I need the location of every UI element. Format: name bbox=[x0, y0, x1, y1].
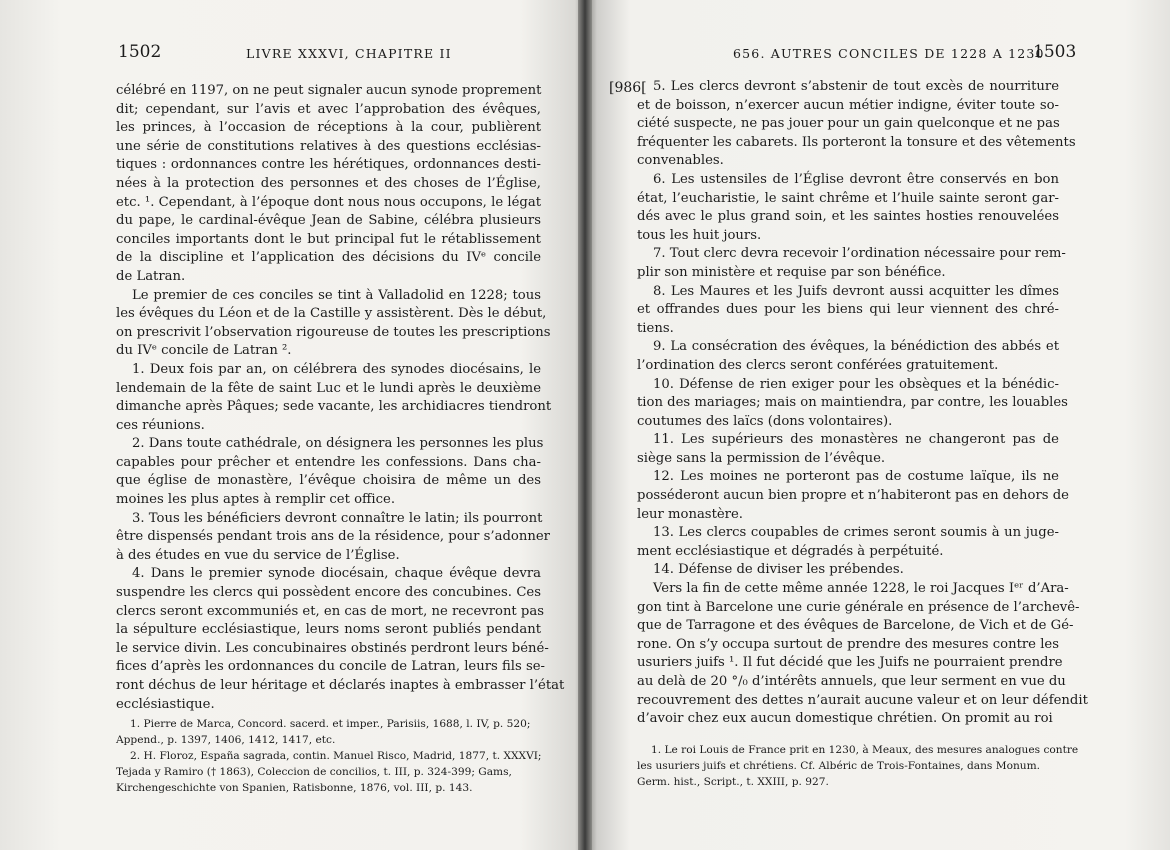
text-line: nées à la protection des personnes et des choses de l’Église, bbox=[116, 175, 541, 191]
text-line: une série de constitutions relatives à des questions ecclésias- bbox=[116, 138, 541, 154]
text-line: Vers la fin de cette même année 1228, le roi Jacques Iᵉʳ d’Ara- bbox=[653, 581, 1069, 597]
paragraph bbox=[637, 171, 1059, 245]
text-line: etc. ¹. Cependant, à l’époque dont nous nous occupons, le légat bbox=[116, 194, 541, 210]
text-line: 8. Les Maures et les Juifs devront aussi acquitter les dîmes bbox=[653, 283, 1059, 299]
text-line: rone. On s’y occupa surtout de prendre des mesures contre les bbox=[637, 636, 1059, 652]
text-line: capables pour prêcher et entendre les confessions. Dans cha- bbox=[116, 454, 541, 470]
text-line: à des études en vue du service de l’Église. bbox=[116, 547, 400, 563]
paragraph bbox=[637, 431, 1059, 468]
paragraph bbox=[637, 468, 1069, 524]
text-line: dimanche après Pâques; sede vacante, les archidiacres tiendront bbox=[116, 399, 552, 415]
text-line: tion des mariages; mais on maintiendra, par contre, les louables bbox=[637, 395, 1068, 411]
text-line: 14. Défense de diviser les prébendes. bbox=[653, 562, 904, 578]
book-spine bbox=[578, 0, 592, 850]
text-line: que église de monastère, l’évêque choisira de même un des bbox=[116, 473, 541, 489]
footnote-line: 2. H. Floroz, España sagrada, contin. Manuel Risco, Madrid, 1877, t. XXXVI; bbox=[130, 750, 542, 762]
text-line: fices d’après les ordonnances du concile de Latran, leurs fils se- bbox=[116, 659, 545, 675]
text-line: leur monastère. bbox=[637, 506, 743, 522]
text-line: recouvrement des dettes n’aurait aucune valeur et on leur défendit bbox=[637, 692, 1088, 708]
text-line: 2. Dans toute cathédrale, on désignera les personnes les plus bbox=[132, 436, 544, 452]
text-line: tiens. bbox=[637, 320, 674, 336]
text-line: au delà de 20 °/₀ d’intérêts annuels, que leur serment en vue du bbox=[637, 674, 1066, 689]
text-line: 7. Tout clerc devra recevoir l’ordination nécessaire pour rem- bbox=[653, 246, 1066, 262]
paragraph bbox=[637, 245, 1066, 282]
footnote-line: Tejada y Ramiro († 1863), Coleccion de concilios, t. III, p. 324-399; Gams, bbox=[116, 766, 512, 778]
text-line: Le premier de ces conciles se tint à Valladolid en 1228; tous bbox=[132, 287, 541, 303]
paragraph bbox=[637, 78, 1076, 171]
text-line: du pape, le cardinal-évêque Jean de Sabine, célébra plusieurs bbox=[116, 213, 541, 229]
paragraph bbox=[637, 376, 1068, 432]
text-line: plir son ministère et requise par son bénéfice. bbox=[637, 264, 946, 280]
text-line: clercs seront excommuniés et, en cas de mort, ne recevront pas bbox=[116, 603, 544, 619]
text-line: que de Tarragone et des évêques de Barcelone, de Vich et de Gé- bbox=[637, 618, 1074, 634]
footnote-line: 1. Pierre de Marca, Concord. sacerd. et imper., Parisiis, 1688, l. IV, p. 520; bbox=[130, 718, 531, 730]
text-line: usuriers juifs ¹. Il fut décidé que les Juifs ne pourraient prendre bbox=[637, 655, 1063, 671]
footnote-line: Germ. hist., Script., t. XXIII, p. 927. bbox=[637, 776, 829, 788]
text-line: ment ecclésiastique et dégradés à perpétuité. bbox=[637, 543, 944, 559]
paragraph bbox=[116, 565, 565, 714]
text-line: les évêques du Léon et de la Castille y assistèrent. Dès le début, bbox=[116, 306, 547, 322]
right-footnotes bbox=[637, 742, 1079, 790]
text-line: coutumes des laïcs (dons volontaires). bbox=[637, 413, 893, 429]
text-line: du IVᵉ concile de Latran ². bbox=[116, 343, 292, 359]
text-line: ciété suspecte, ne pas jouer pour un gain quelconque et ne pas bbox=[637, 116, 1060, 132]
left-footnotes bbox=[116, 716, 541, 796]
text-line: dit; cependant, sur l’avis et avec l’approbation des évêques, bbox=[116, 101, 541, 117]
text-line: 9. La consécration des évêques, la bénédiction des abbés et bbox=[653, 339, 1059, 355]
text-line: et de boisson, n’exercer aucun métier indigne, éviter toute so- bbox=[637, 97, 1059, 113]
footnote-line: Append., p. 1397, 1406, 1412, 1417, etc. bbox=[116, 734, 336, 746]
text-line: dés avec le plus grand soin, et les saintes hosties renouvelées bbox=[637, 209, 1059, 225]
text-line: état, l’eucharistie, le saint chrême et l’huile sainte seront gar- bbox=[637, 190, 1059, 206]
text-line: de la discipline et l’application des décisions du IVᵉ concile bbox=[116, 250, 541, 266]
text-line: l’ordination des clercs seront conférées gratuitement. bbox=[637, 357, 999, 373]
text-line: 3. Tous les bénéficiers devront connaître le latin; ils pourront bbox=[132, 510, 543, 526]
left-body-text bbox=[116, 82, 565, 714]
paragraph bbox=[116, 435, 544, 509]
footnote-line: les usuriers juifs et chrétiens. Cf. Albéric de Trois-Fontaines, dans Monum. bbox=[637, 760, 1041, 772]
text-line: siège sans la permission de l’évêque. bbox=[637, 450, 886, 466]
text-line: de Latran. bbox=[116, 268, 186, 284]
text-line: gon tint à Barcelone une curie générale en présence de l’archevê- bbox=[637, 599, 1080, 615]
text-line: les princes, à l’occasion de réceptions à la cour, publièrent bbox=[116, 120, 541, 136]
text-line: 5. Les clercs devront s’abstenir de tout excès de nourriture bbox=[653, 79, 1059, 94]
text-line: la sépulture ecclésiastique, leurs noms seront publiés pendant bbox=[116, 622, 541, 638]
paragraph bbox=[637, 283, 1059, 339]
page-number-left: 1502 bbox=[118, 42, 162, 62]
margin-note: [986[ bbox=[609, 80, 647, 96]
running-head-left: LIVRE XXXVI, CHAPITRE II bbox=[246, 46, 452, 61]
paragraph bbox=[637, 561, 1059, 580]
text-line: célébré en 1197, on ne peut signaler aucun synode proprement bbox=[116, 83, 542, 98]
paragraph bbox=[116, 510, 550, 566]
text-line: posséderont aucun bien propre et n’habiteront pas en dehors de bbox=[637, 488, 1069, 504]
text-line: on prescrivit l’observation rigoureuse de toutes les prescriptions bbox=[116, 324, 551, 340]
right-page bbox=[585, 0, 1170, 850]
text-line: ecclésiastique. bbox=[116, 696, 215, 712]
text-line: ront déchus de leur héritage et déclarés inaptes à embrasser l’état bbox=[116, 678, 565, 693]
text-line: être dispensés pendant trois ans de la résidence, pour s’adonner bbox=[116, 529, 550, 545]
text-line: convenables. bbox=[637, 153, 724, 169]
paragraph bbox=[637, 524, 1059, 561]
text-line: 10. Défense de rien exiger pour les obsèques et la bénédic- bbox=[653, 376, 1059, 392]
text-line: fréquenter les cabarets. Ils porteront la tonsure et des vêtements bbox=[637, 134, 1076, 150]
text-line: ces réunions. bbox=[116, 417, 205, 433]
text-line: suspendre les clercs qui possèdent encore des concubines. Ces bbox=[116, 585, 541, 601]
paragraph bbox=[116, 82, 541, 287]
paragraph bbox=[637, 580, 1088, 729]
text-line: 13. Les clercs coupables de crimes seront soumis à un juge- bbox=[653, 525, 1059, 541]
page-number-right: 1503 bbox=[1033, 42, 1077, 62]
paragraph bbox=[116, 287, 551, 361]
text-line: le service divin. Les concubinaires obstinés perdront leurs béné- bbox=[116, 640, 549, 656]
text-line: 4. Dans le premier synode diocésain, chaque évêque devra bbox=[132, 566, 541, 582]
footnote-line: 1. Le roi Louis de France prit en 1230, à Meaux, des mesures analogues contre bbox=[651, 744, 1079, 756]
text-line: moines les plus aptes à remplir cet office. bbox=[116, 492, 396, 508]
text-line: d’avoir chez eux aucun domestique chrétien. On promit au roi bbox=[637, 711, 1053, 727]
text-line: lendemain de la fête de saint Luc et le lundi après le deuxième bbox=[116, 380, 541, 396]
text-line: 11. Les supérieurs des monastères ne changeront pas de bbox=[653, 432, 1059, 448]
right-body-text bbox=[637, 78, 1088, 729]
text-line: conciles importants dont le but principal fut le rétablissement bbox=[116, 231, 541, 247]
footnote-line: Kirchengeschichte von Spanien, Ratisbonne, 1876, vol. III, p. 143. bbox=[116, 782, 473, 794]
running-head-right: 656. AUTRES CONCILES DE 1228 A 1230 bbox=[733, 46, 1045, 61]
text-line: et offrandes dues pour les biens qui leur viennent des chré- bbox=[637, 302, 1059, 318]
text-line: 6. Les ustensiles de l’Église devront être conservés en bon bbox=[653, 171, 1059, 187]
text-line: tous les huit jours. bbox=[637, 227, 762, 243]
text-line: 12. Les moines ne porteront pas de costume laïque, ils ne bbox=[653, 469, 1059, 485]
paragraph bbox=[116, 361, 552, 435]
paragraph bbox=[637, 338, 1059, 375]
text-line: 1. Deux fois par an, on célébrera des synodes diocésains, le bbox=[132, 361, 541, 377]
text-line: tiques : ordonnances contre les hérétiques, ordonnances desti- bbox=[116, 157, 541, 173]
